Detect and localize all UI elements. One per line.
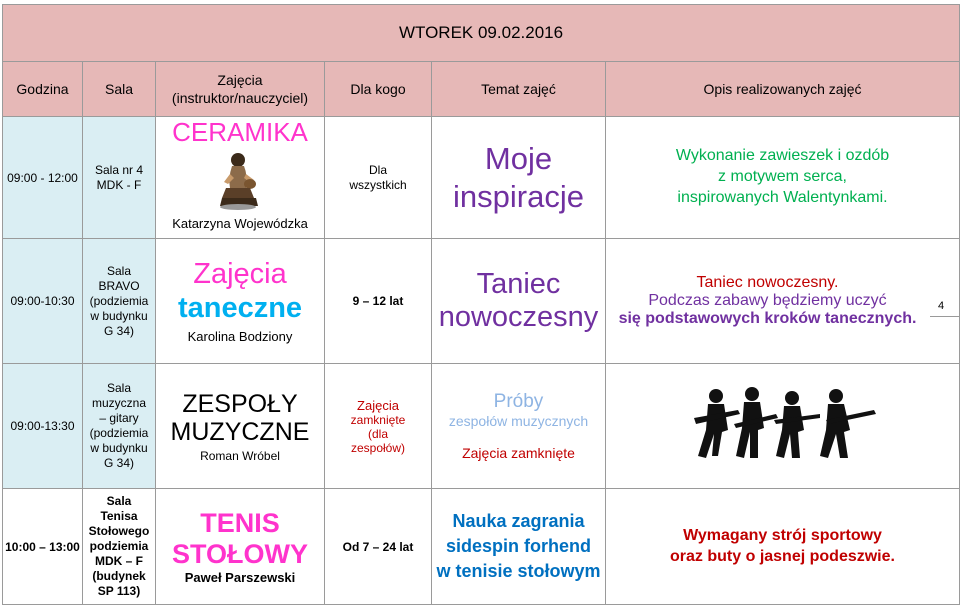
sala-line: (podziemia <box>89 426 149 440</box>
header-sala: Sala <box>83 62 156 117</box>
table-row <box>3 489 960 605</box>
dla-kogo-line: Dla <box>368 162 387 177</box>
page-title: WTOREK 09.02.2016 <box>3 5 960 62</box>
temat-line: Moje <box>484 141 553 177</box>
sala-line: Sala nr 4 <box>94 162 144 177</box>
header-godzina: Godzina <box>3 62 83 117</box>
activity-title-line: STOŁOWY <box>171 539 308 569</box>
dla-kogo-line: (dla <box>367 426 388 441</box>
opis-cell <box>606 117 960 239</box>
opis-line: z motywem serca, <box>718 168 847 186</box>
dla-kogo-line: zamknięte <box>350 412 406 427</box>
table-row <box>3 117 960 239</box>
opis-cell <box>606 489 960 605</box>
time-cell: 09:00 - 12:00 <box>3 117 83 239</box>
header-dla-kogo: Dla kogo <box>325 62 432 117</box>
page-number-rule <box>930 316 959 317</box>
time-cell: 09:00-10:30 <box>3 239 83 364</box>
opis-line: inspirowanych Walentynkami. <box>677 188 888 206</box>
opis-line: oraz buty o jasnej podeszwie. <box>670 547 895 565</box>
sala-line: MDK – F <box>95 554 143 568</box>
sala-line: SP 113) <box>97 584 141 598</box>
sala-cell <box>83 364 156 489</box>
activity-title-line: ZESPOŁY <box>182 389 298 418</box>
sala-line: w budynku <box>90 441 148 455</box>
opis-line: Taniec nowoczesny. <box>696 274 839 291</box>
temat-line: w tenisie stołowym <box>436 561 601 582</box>
zajecia-cell <box>156 239 325 364</box>
instructor-name: Paweł Parszewski <box>184 570 296 586</box>
sala-line: w budynku <box>90 308 148 323</box>
opis-line: Wymagany strój sportowy <box>683 526 882 544</box>
zajecia-cell <box>156 489 325 605</box>
sala-line: G 34) <box>103 456 134 470</box>
dla-kogo-cell: Od 7 – 24 lat <box>325 489 432 605</box>
zajecia-cell <box>156 364 325 489</box>
activity-title-line: taneczne <box>177 291 303 324</box>
temat-line: Zajęcia zamknięte <box>462 445 575 461</box>
temat-cell <box>432 239 606 364</box>
activity-title-line: Zajęcia <box>193 258 287 291</box>
table-row <box>3 364 960 489</box>
instructor-name: Katarzyna Wojewódzka <box>172 215 308 231</box>
temat-line: sidespin forhend <box>445 535 591 556</box>
opis-line: się podstawowych kroków tanecznych. <box>618 310 917 327</box>
temat-line: nowoczesny <box>438 301 599 333</box>
activity-title-line: MUZYCZNE <box>170 417 310 446</box>
temat-line: Taniec <box>476 267 561 300</box>
sala-line: Stołowego <box>88 524 150 538</box>
opis-cell <box>606 239 960 364</box>
dla-kogo-cell <box>325 117 432 239</box>
sala-line: Sala <box>106 381 132 395</box>
sala-cell <box>83 239 156 364</box>
temat-cell <box>432 117 606 239</box>
opis-line: Wykonanie zawieszek i ozdób <box>675 147 890 165</box>
sala-line: BRAVO <box>98 278 140 293</box>
table-row <box>3 239 960 364</box>
opis-line: Podczas zabawy będziemy uczyć <box>648 292 887 309</box>
time-cell: 09:00-13:30 <box>3 364 83 489</box>
temat-line: Próby <box>493 391 544 412</box>
sala-line: Tenisa <box>100 509 138 523</box>
header-opis: Opis realizowanych zajęć <box>606 62 960 117</box>
sala-line: Sala <box>106 263 132 278</box>
header-temat: Temat zajęć <box>432 62 606 117</box>
temat-line: zespołów muzycznych <box>448 413 589 429</box>
sala-line: (podziemia <box>89 293 149 308</box>
sala-line: podziemia <box>89 539 149 553</box>
sala-line: G 34) <box>103 323 134 338</box>
band-silhouette-icon <box>688 384 878 464</box>
time-cell: 10:00 – 13:00 <box>3 489 83 605</box>
potter-icon <box>218 152 262 210</box>
dla-kogo-cell: 9 – 12 lat <box>325 239 432 364</box>
temat-line: inspiracje <box>453 178 584 214</box>
activity-title-line: TENIS <box>200 507 280 538</box>
sala-cell <box>83 489 156 605</box>
temat-cell <box>432 489 606 605</box>
sala-line: Sala <box>106 494 132 508</box>
sala-line: – gitary <box>99 411 139 425</box>
temat-cell <box>432 364 606 489</box>
instructor-name: Karolina Bodziony <box>187 328 293 344</box>
header-zajecia-label: Zajęcia <box>217 71 263 88</box>
schedule-table <box>2 4 960 605</box>
sala-line: (budynek <box>92 569 146 583</box>
sala-cell <box>83 117 156 239</box>
zajecia-cell <box>156 117 325 239</box>
page-number: 4 <box>938 300 945 312</box>
instructor-name: Roman Wróbel <box>200 448 280 463</box>
sala-line: muzyczna <box>91 396 147 410</box>
dla-kogo-line: zespołów) <box>350 440 406 455</box>
dla-kogo-cell <box>325 364 432 489</box>
temat-line: Nauka zagrania <box>452 510 585 531</box>
header-zajecia-sub: (instruktor/nauczyciel) <box>171 90 309 106</box>
dla-kogo-line: wszystkich <box>349 177 407 192</box>
header-zajecia <box>156 62 325 117</box>
dla-kogo-line: Zajęcia <box>357 397 399 413</box>
opis-cell <box>606 364 960 489</box>
sala-line: MDK - F <box>96 177 142 192</box>
activity-title: CERAMIKA <box>172 116 308 147</box>
